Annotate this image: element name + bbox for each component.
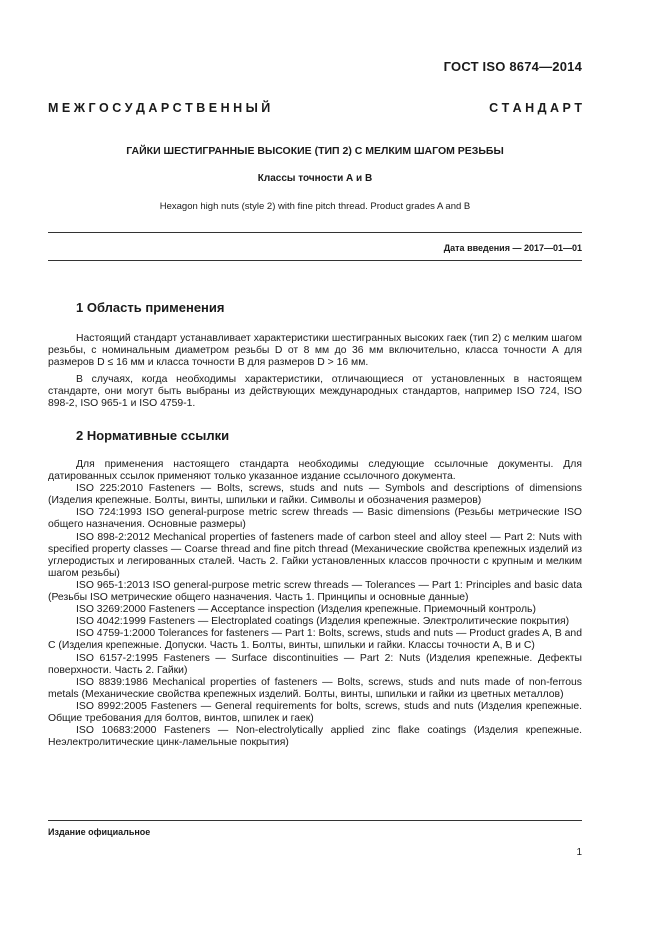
standard-word: С Т А Н Д А Р Т — [489, 101, 582, 115]
standard-number: ГОСТ ISO 8674—2014 — [443, 59, 582, 74]
reference-item: ISO 10683:2000 Fasteners — Non-electrolytically applied zinc flake coatings (Изделия крепежные. Неэлектролитические цинк-ламельные покрытия) — [48, 725, 582, 749]
paragraph: Для применения настоящего стандарта необходимы следующие ссылочные документы. Для датированных ссылок применяют только указанное издание ссылочного документа. — [48, 459, 582, 483]
document-title-en: Hexagon high nuts (style 2) with fine pitch thread. Product grades A and B — [159, 201, 471, 212]
paragraph: В случаях, когда необходимы характеристики, отличающиеся от установленных в настоящем стандарте, они могут быть выбраны из действующих международных стандартов, например ISO 724, ISO 898-2, ISO 965-1 и ISO 4759-1. — [48, 374, 582, 410]
page-number: 1 — [576, 847, 582, 858]
section-1-body — [48, 333, 582, 411]
effective-date: Дата введения — 2017—01—01 — [443, 243, 582, 253]
divider — [48, 260, 582, 261]
document-subtitle: Классы точности А и В — [257, 173, 373, 184]
interstate-word: М Е Ж Г О С У Д А Р С Т В Е Н Н Ы Й — [48, 101, 271, 115]
reference-item: ISO 8839:1986 Mechanical properties of fasteners — Bolts, screws, studs and nuts made of non-ferrous metals (Механические свойства крепежных изделий. Болты, винты, шпильки и гайки из цветных металлов) — [48, 676, 582, 700]
section-1-heading: 1 Область применения — [76, 300, 225, 315]
reference-item: ISO 4759-1:2000 Tolerances for fasteners — Part 1: Bolts, screws, studs and nuts — Product grades A, B and C (Изделия крепежные. Допуски. Часть 1. Болты, винты, шпильки и гайки. Классы точности А, В и С) — [48, 628, 582, 652]
reference-item: ISO 898-2:2012 Mechanical properties of fasteners made of carbon steel and alloy steel — Part 2: Nuts with specified property classes — Coarse thread and fine pitch thread (Механические свойства крепежных изделий из углеродистых и легированных сталей. Часть 2. Гайки установленных классов прочности с крупным и мелким шагом резьбы) — [48, 531, 582, 579]
divider — [48, 232, 582, 233]
reference-item: ISO 4042:1999 Fasteners — Electroplated coatings (Изделия крепежные. Электролитические покрытия) — [76, 616, 570, 628]
section-2-body — [48, 459, 582, 749]
divider — [48, 820, 582, 821]
reference-item: ISO 965-1:2013 ISO general-purpose metric screw threads — Tolerances — Part 1: Principles and basic data (Резьбы ISO метрические общего назначения. Часть 1. Принципы и основные данные) — [48, 579, 582, 604]
reference-item: ISO 6157-2:1995 Fasteners — Surface discontinuities — Part 2: Nuts (Изделия крепежные. Дефекты поверхности. Часть 2. Гайки) — [48, 652, 582, 676]
section-2-heading: 2 Нормативные ссылки — [76, 428, 230, 443]
reference-item: ISO 724:1993 ISO general-purpose metric screw threads — Basic dimensions (Резьбы метрические ISO общего назначения. Основные размеры) — [48, 507, 582, 531]
reference-item: ISO 225:2010 Fasteners — Bolts, screws, studs and nuts — Symbols and descriptions of dimensions (Изделия крепежные. Болты, винты, шпильки и гайки. Символы и обозначения размеров) — [48, 483, 582, 507]
reference-item: ISO 8992:2005 Fasteners — General requirements for bolts, screws, studs and nuts (Изделия крепежные. Общие требования для болтов, винтов, шпилек и гаек) — [48, 700, 582, 724]
interstate-standard-heading — [48, 101, 582, 115]
document-title-ru: ГАЙКИ ШЕСТИГРАННЫЕ ВЫСОКИЕ (ТИП 2) С МЕЛКИМ ШАГОМ РЕЗЬБЫ — [126, 145, 504, 157]
paragraph: Настоящий стандарт устанавливает характеристики шестигранных высоких гаек (тип 2) с мелким шагом резьбы, с номинальным диаметром резьбы D от 8 мм до 36 мм включительно, класса точности А для размеров D ≤ 16 мм и класса точности В для размеров D > 16 мм. — [48, 333, 582, 369]
official-edition-label: Издание официальное — [48, 827, 151, 837]
reference-item: ISO 3269:2000 Fasteners — Acceptance inspection (Изделия крепежные. Приемочный контроль) — [76, 604, 536, 616]
